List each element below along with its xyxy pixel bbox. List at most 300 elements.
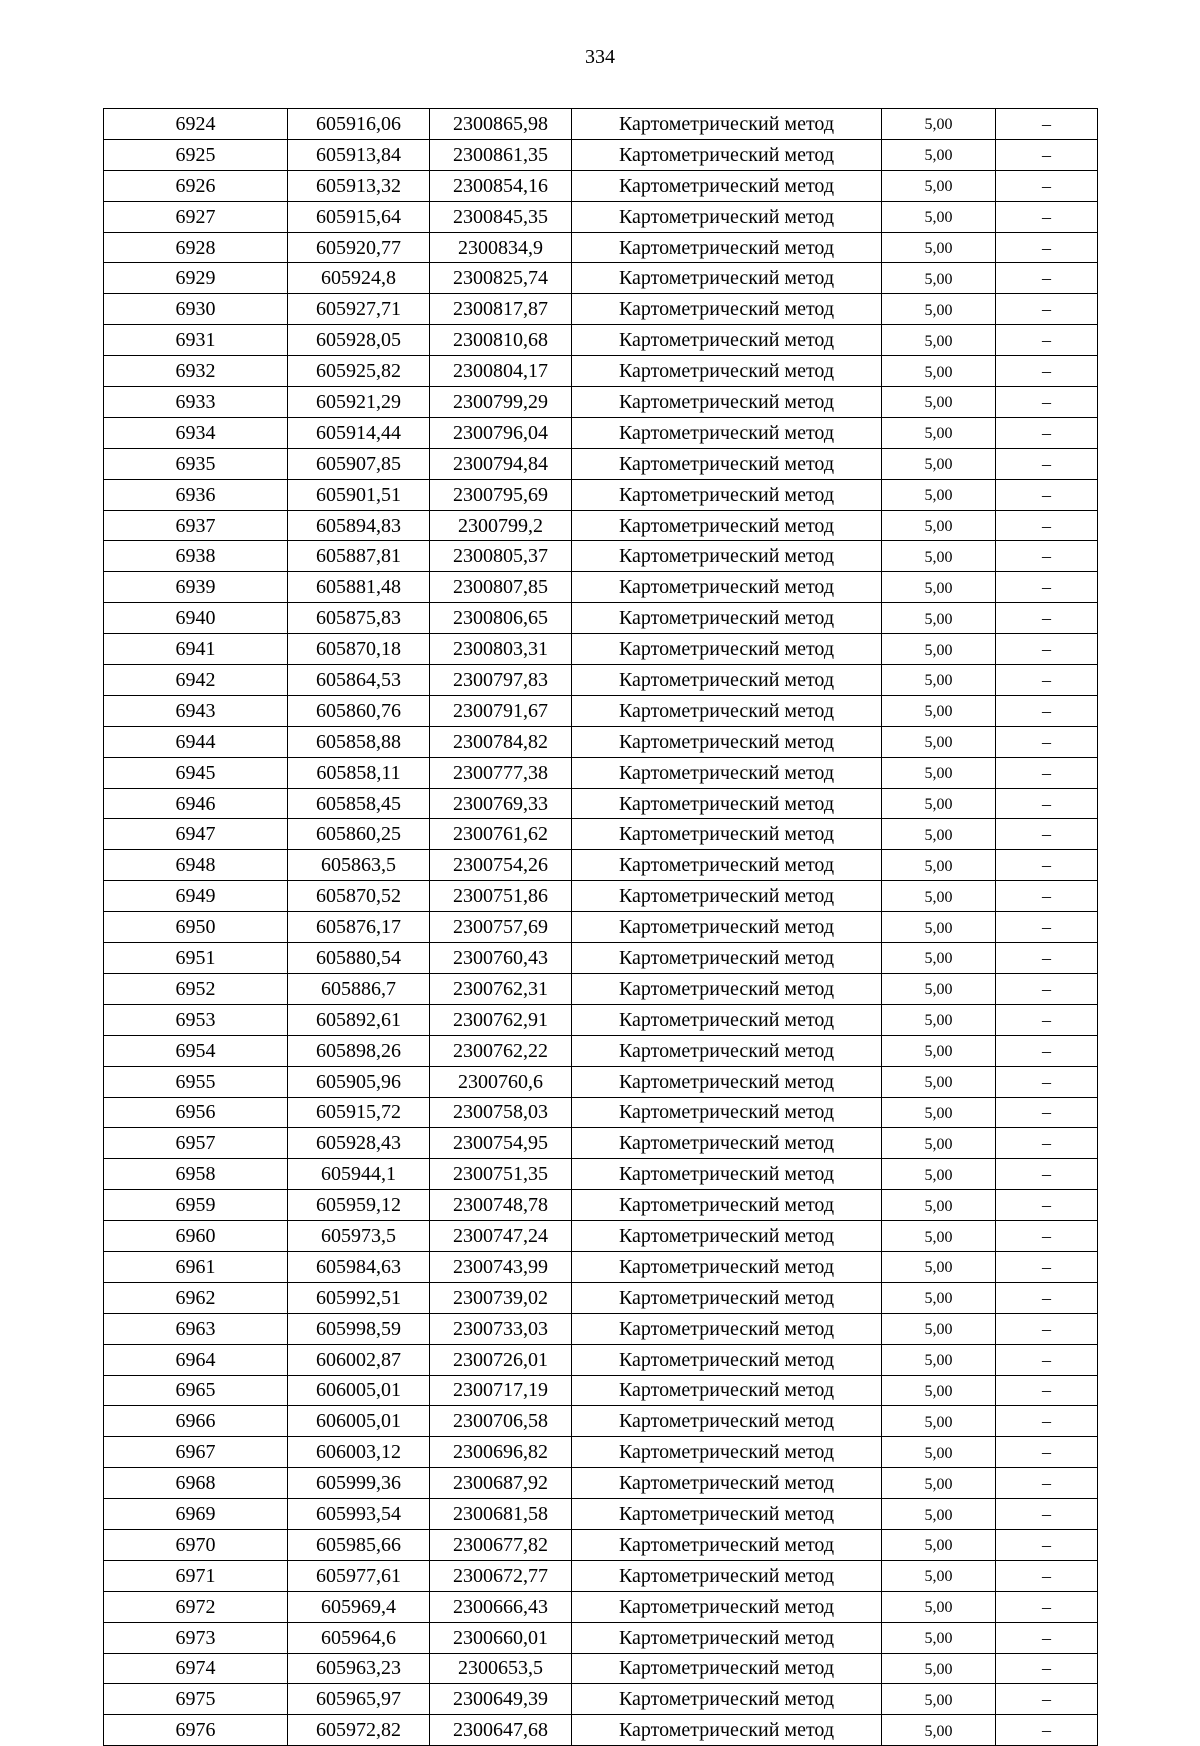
y-coordinate-cell: 2300660,01 [430, 1622, 572, 1653]
method-cell: Картометрический метод [572, 232, 882, 263]
description-cell: – [996, 788, 1098, 819]
point-number-cell: 6933 [104, 387, 288, 418]
table-row [104, 1529, 1098, 1560]
description-cell: – [996, 912, 1098, 943]
y-coordinate-cell: 2300807,85 [430, 572, 572, 603]
table-row [104, 1560, 1098, 1591]
method-cell: Картометрический метод [572, 665, 882, 696]
description-cell: – [996, 726, 1098, 757]
method-cell: Картометрический метод [572, 1344, 882, 1375]
method-cell: Картометрический метод [572, 1128, 882, 1159]
table-row [104, 603, 1098, 634]
table-row [104, 1251, 1098, 1282]
table-row [104, 356, 1098, 387]
description-cell: – [996, 1653, 1098, 1684]
coordinates-table-body [104, 109, 1098, 1746]
method-cell: Картометрический метод [572, 1653, 882, 1684]
table-row [104, 1066, 1098, 1097]
accuracy-cell: 5,00 [882, 1128, 996, 1159]
x-coordinate-cell: 605985,66 [288, 1529, 430, 1560]
accuracy-cell: 5,00 [882, 1344, 996, 1375]
point-number-cell: 6941 [104, 634, 288, 665]
point-number-cell: 6974 [104, 1653, 288, 1684]
point-number-cell: 6956 [104, 1097, 288, 1128]
y-coordinate-cell: 2300696,82 [430, 1437, 572, 1468]
y-coordinate-cell: 2300754,95 [430, 1128, 572, 1159]
description-cell: – [996, 263, 1098, 294]
accuracy-cell: 5,00 [882, 1221, 996, 1252]
method-cell: Картометрический метод [572, 1004, 882, 1035]
point-number-cell: 6926 [104, 170, 288, 201]
method-cell: Картометрический метод [572, 1499, 882, 1530]
table-row [104, 201, 1098, 232]
point-number-cell: 6948 [104, 850, 288, 881]
y-coordinate-cell: 2300799,29 [430, 387, 572, 418]
point-number-cell: 6944 [104, 726, 288, 757]
table-row [104, 1313, 1098, 1344]
point-number-cell: 6963 [104, 1313, 288, 1344]
y-coordinate-cell: 2300677,82 [430, 1529, 572, 1560]
description-cell: – [996, 1251, 1098, 1282]
method-cell: Картометрический метод [572, 973, 882, 1004]
table-row [104, 232, 1098, 263]
description-cell: – [996, 1128, 1098, 1159]
x-coordinate-cell: 605984,63 [288, 1251, 430, 1282]
y-coordinate-cell: 2300791,67 [430, 695, 572, 726]
description-cell: – [996, 1097, 1098, 1128]
table-row [104, 1282, 1098, 1313]
method-cell: Картометрический метод [572, 1375, 882, 1406]
description-cell: – [996, 139, 1098, 170]
method-cell: Картометрический метод [572, 1313, 882, 1344]
y-coordinate-cell: 2300769,33 [430, 788, 572, 819]
method-cell: Картометрический метод [572, 1221, 882, 1252]
point-number-cell: 6961 [104, 1251, 288, 1282]
y-coordinate-cell: 2300733,03 [430, 1313, 572, 1344]
y-coordinate-cell: 2300747,24 [430, 1221, 572, 1252]
x-coordinate-cell: 605913,84 [288, 139, 430, 170]
point-number-cell: 6970 [104, 1529, 288, 1560]
method-cell: Картометрический метод [572, 541, 882, 572]
table-row [104, 1035, 1098, 1066]
y-coordinate-cell: 2300739,02 [430, 1282, 572, 1313]
y-coordinate-cell: 2300806,65 [430, 603, 572, 634]
table-row [104, 881, 1098, 912]
table-row [104, 1468, 1098, 1499]
accuracy-cell: 5,00 [882, 1715, 996, 1746]
accuracy-cell: 5,00 [882, 294, 996, 325]
y-coordinate-cell: 2300799,2 [430, 510, 572, 541]
x-coordinate-cell: 606003,12 [288, 1437, 430, 1468]
table-row [104, 294, 1098, 325]
y-coordinate-cell: 2300653,5 [430, 1653, 572, 1684]
point-number-cell: 6967 [104, 1437, 288, 1468]
description-cell: – [996, 232, 1098, 263]
description-cell: – [996, 572, 1098, 603]
point-number-cell: 6958 [104, 1159, 288, 1190]
accuracy-cell: 5,00 [882, 819, 996, 850]
point-number-cell: 6947 [104, 819, 288, 850]
y-coordinate-cell: 2300647,68 [430, 1715, 572, 1746]
table-row [104, 665, 1098, 696]
y-coordinate-cell: 2300743,99 [430, 1251, 572, 1282]
description-cell: – [996, 109, 1098, 140]
description-cell: – [996, 1035, 1098, 1066]
x-coordinate-cell: 605881,48 [288, 572, 430, 603]
accuracy-cell: 5,00 [882, 1190, 996, 1221]
accuracy-cell: 5,00 [882, 757, 996, 788]
method-cell: Картометрический метод [572, 1560, 882, 1591]
method-cell: Картометрический метод [572, 695, 882, 726]
y-coordinate-cell: 2300748,78 [430, 1190, 572, 1221]
description-cell: – [996, 1066, 1098, 1097]
method-cell: Картометрический метод [572, 819, 882, 850]
table-row [104, 1375, 1098, 1406]
x-coordinate-cell: 605864,53 [288, 665, 430, 696]
table-row [104, 1684, 1098, 1715]
x-coordinate-cell: 605928,05 [288, 325, 430, 356]
table-row [104, 1004, 1098, 1035]
x-coordinate-cell: 605876,17 [288, 912, 430, 943]
point-number-cell: 6972 [104, 1591, 288, 1622]
description-cell: – [996, 417, 1098, 448]
method-cell: Картометрический метод [572, 634, 882, 665]
description-cell: – [996, 1159, 1098, 1190]
point-number-cell: 6930 [104, 294, 288, 325]
x-coordinate-cell: 605999,36 [288, 1468, 430, 1499]
point-number-cell: 6943 [104, 695, 288, 726]
accuracy-cell: 5,00 [882, 1004, 996, 1035]
point-number-cell: 6949 [104, 881, 288, 912]
table-row [104, 1591, 1098, 1622]
x-coordinate-cell: 605963,23 [288, 1653, 430, 1684]
method-cell: Картометрический метод [572, 1066, 882, 1097]
accuracy-cell: 5,00 [882, 973, 996, 1004]
description-cell: – [996, 603, 1098, 634]
method-cell: Картометрический метод [572, 1035, 882, 1066]
accuracy-cell: 5,00 [882, 1313, 996, 1344]
accuracy-cell: 5,00 [882, 850, 996, 881]
accuracy-cell: 5,00 [882, 634, 996, 665]
accuracy-cell: 5,00 [882, 448, 996, 479]
coordinates-table [103, 108, 1098, 1746]
point-number-cell: 6971 [104, 1560, 288, 1591]
method-cell: Картометрический метод [572, 387, 882, 418]
method-cell: Картометрический метод [572, 1282, 882, 1313]
description-cell: – [996, 881, 1098, 912]
table-row [104, 1499, 1098, 1530]
y-coordinate-cell: 2300784,82 [430, 726, 572, 757]
point-number-cell: 6968 [104, 1468, 288, 1499]
description-cell: – [996, 201, 1098, 232]
method-cell: Картометрический метод [572, 1406, 882, 1437]
method-cell: Картометрический метод [572, 1715, 882, 1746]
y-coordinate-cell: 2300672,77 [430, 1560, 572, 1591]
method-cell: Картометрический метод [572, 943, 882, 974]
accuracy-cell: 5,00 [882, 788, 996, 819]
point-number-cell: 6942 [104, 665, 288, 696]
point-number-cell: 6969 [104, 1499, 288, 1530]
accuracy-cell: 5,00 [882, 1560, 996, 1591]
description-cell: – [996, 757, 1098, 788]
description-cell: – [996, 170, 1098, 201]
x-coordinate-cell: 605894,83 [288, 510, 430, 541]
accuracy-cell: 5,00 [882, 139, 996, 170]
accuracy-cell: 5,00 [882, 943, 996, 974]
table-row [104, 109, 1098, 140]
point-number-cell: 6957 [104, 1128, 288, 1159]
table-row [104, 973, 1098, 1004]
description-cell: – [996, 325, 1098, 356]
table-row [104, 634, 1098, 665]
x-coordinate-cell: 605972,82 [288, 1715, 430, 1746]
method-cell: Картометрический метод [572, 510, 882, 541]
accuracy-cell: 5,00 [882, 109, 996, 140]
y-coordinate-cell: 2300810,68 [430, 325, 572, 356]
accuracy-cell: 5,00 [882, 325, 996, 356]
table-row [104, 417, 1098, 448]
accuracy-cell: 5,00 [882, 1653, 996, 1684]
x-coordinate-cell: 605914,44 [288, 417, 430, 448]
point-number-cell: 6945 [104, 757, 288, 788]
description-cell: – [996, 1344, 1098, 1375]
method-cell: Картометрический метод [572, 572, 882, 603]
description-cell: – [996, 1282, 1098, 1313]
table-row [104, 479, 1098, 510]
accuracy-cell: 5,00 [882, 1097, 996, 1128]
point-number-cell: 6955 [104, 1066, 288, 1097]
accuracy-cell: 5,00 [882, 1035, 996, 1066]
accuracy-cell: 5,00 [882, 1282, 996, 1313]
y-coordinate-cell: 2300760,43 [430, 943, 572, 974]
y-coordinate-cell: 2300751,35 [430, 1159, 572, 1190]
y-coordinate-cell: 2300762,22 [430, 1035, 572, 1066]
accuracy-cell: 5,00 [882, 356, 996, 387]
accuracy-cell: 5,00 [882, 1622, 996, 1653]
accuracy-cell: 5,00 [882, 665, 996, 696]
y-coordinate-cell: 2300706,58 [430, 1406, 572, 1437]
accuracy-cell: 5,00 [882, 1468, 996, 1499]
y-coordinate-cell: 2300804,17 [430, 356, 572, 387]
x-coordinate-cell: 605913,32 [288, 170, 430, 201]
method-cell: Картометрический метод [572, 912, 882, 943]
accuracy-cell: 5,00 [882, 1529, 996, 1560]
point-number-cell: 6946 [104, 788, 288, 819]
accuracy-cell: 5,00 [882, 1406, 996, 1437]
point-number-cell: 6953 [104, 1004, 288, 1035]
method-cell: Картометрический метод [572, 881, 882, 912]
point-number-cell: 6952 [104, 973, 288, 1004]
description-cell: – [996, 1529, 1098, 1560]
description-cell: – [996, 1190, 1098, 1221]
description-cell: – [996, 1468, 1098, 1499]
x-coordinate-cell: 605887,81 [288, 541, 430, 572]
accuracy-cell: 5,00 [882, 510, 996, 541]
method-cell: Картометрический метод [572, 1251, 882, 1282]
y-coordinate-cell: 2300726,01 [430, 1344, 572, 1375]
table-row [104, 139, 1098, 170]
method-cell: Картометрический метод [572, 1622, 882, 1653]
description-cell: – [996, 510, 1098, 541]
accuracy-cell: 5,00 [882, 1684, 996, 1715]
x-coordinate-cell: 605992,51 [288, 1282, 430, 1313]
method-cell: Картометрический метод [572, 294, 882, 325]
method-cell: Картометрический метод [572, 726, 882, 757]
table-row [104, 1159, 1098, 1190]
x-coordinate-cell: 606002,87 [288, 1344, 430, 1375]
point-number-cell: 6950 [104, 912, 288, 943]
description-cell: – [996, 1560, 1098, 1591]
table-row [104, 1097, 1098, 1128]
y-coordinate-cell: 2300761,62 [430, 819, 572, 850]
accuracy-cell: 5,00 [882, 1159, 996, 1190]
description-cell: – [996, 1406, 1098, 1437]
y-coordinate-cell: 2300794,84 [430, 448, 572, 479]
x-coordinate-cell: 605921,29 [288, 387, 430, 418]
x-coordinate-cell: 605901,51 [288, 479, 430, 510]
accuracy-cell: 5,00 [882, 387, 996, 418]
method-cell: Картометрический метод [572, 1684, 882, 1715]
description-cell: – [996, 294, 1098, 325]
description-cell: – [996, 1375, 1098, 1406]
table-row [104, 1653, 1098, 1684]
x-coordinate-cell: 605973,5 [288, 1221, 430, 1252]
point-number-cell: 6964 [104, 1344, 288, 1375]
table-row [104, 695, 1098, 726]
method-cell: Картометрический метод [572, 1097, 882, 1128]
accuracy-cell: 5,00 [882, 541, 996, 572]
method-cell: Картометрический метод [572, 201, 882, 232]
y-coordinate-cell: 2300649,39 [430, 1684, 572, 1715]
method-cell: Картометрический метод [572, 325, 882, 356]
x-coordinate-cell: 605892,61 [288, 1004, 430, 1035]
y-coordinate-cell: 2300854,16 [430, 170, 572, 201]
x-coordinate-cell: 606005,01 [288, 1406, 430, 1437]
point-number-cell: 6954 [104, 1035, 288, 1066]
x-coordinate-cell: 605977,61 [288, 1560, 430, 1591]
point-number-cell: 6928 [104, 232, 288, 263]
description-cell: – [996, 973, 1098, 1004]
method-cell: Картометрический метод [572, 417, 882, 448]
table-row [104, 387, 1098, 418]
x-coordinate-cell: 605886,7 [288, 973, 430, 1004]
y-coordinate-cell: 2300795,69 [430, 479, 572, 510]
x-coordinate-cell: 605860,76 [288, 695, 430, 726]
x-coordinate-cell: 605915,64 [288, 201, 430, 232]
y-coordinate-cell: 2300666,43 [430, 1591, 572, 1622]
accuracy-cell: 5,00 [882, 1251, 996, 1282]
accuracy-cell: 5,00 [882, 695, 996, 726]
method-cell: Картометрический метод [572, 1437, 882, 1468]
y-coordinate-cell: 2300825,74 [430, 263, 572, 294]
table-row [104, 850, 1098, 881]
x-coordinate-cell: 605898,26 [288, 1035, 430, 1066]
table-row [104, 757, 1098, 788]
table-row [104, 1190, 1098, 1221]
y-coordinate-cell: 2300687,92 [430, 1468, 572, 1499]
accuracy-cell: 5,00 [882, 881, 996, 912]
page-number: 334 [585, 46, 615, 68]
table-row [104, 325, 1098, 356]
table-row [104, 572, 1098, 603]
description-cell: – [996, 943, 1098, 974]
point-number-cell: 6959 [104, 1190, 288, 1221]
y-coordinate-cell: 2300777,38 [430, 757, 572, 788]
x-coordinate-cell: 605875,83 [288, 603, 430, 634]
table-row [104, 1715, 1098, 1746]
x-coordinate-cell: 605905,96 [288, 1066, 430, 1097]
point-number-cell: 6929 [104, 263, 288, 294]
table-row [104, 912, 1098, 943]
point-number-cell: 6975 [104, 1684, 288, 1715]
table-row [104, 1128, 1098, 1159]
x-coordinate-cell: 605858,11 [288, 757, 430, 788]
description-cell: – [996, 448, 1098, 479]
point-number-cell: 6966 [104, 1406, 288, 1437]
description-cell: – [996, 356, 1098, 387]
point-number-cell: 6960 [104, 1221, 288, 1252]
method-cell: Картометрический метод [572, 788, 882, 819]
accuracy-cell: 5,00 [882, 603, 996, 634]
y-coordinate-cell: 2300754,26 [430, 850, 572, 881]
method-cell: Картометрический метод [572, 1591, 882, 1622]
accuracy-cell: 5,00 [882, 170, 996, 201]
point-number-cell: 6936 [104, 479, 288, 510]
point-number-cell: 6924 [104, 109, 288, 140]
x-coordinate-cell: 605870,18 [288, 634, 430, 665]
point-number-cell: 6931 [104, 325, 288, 356]
description-cell: – [996, 387, 1098, 418]
table-row [104, 510, 1098, 541]
accuracy-cell: 5,00 [882, 1591, 996, 1622]
method-cell: Картометрический метод [572, 1529, 882, 1560]
y-coordinate-cell: 2300797,83 [430, 665, 572, 696]
x-coordinate-cell: 605924,8 [288, 263, 430, 294]
description-cell: – [996, 819, 1098, 850]
x-coordinate-cell: 605907,85 [288, 448, 430, 479]
y-coordinate-cell: 2300762,91 [430, 1004, 572, 1035]
point-number-cell: 6976 [104, 1715, 288, 1746]
method-cell: Картометрический метод [572, 170, 882, 201]
y-coordinate-cell: 2300865,98 [430, 109, 572, 140]
table-row [104, 1221, 1098, 1252]
description-cell: – [996, 479, 1098, 510]
table-row [104, 170, 1098, 201]
x-coordinate-cell: 605959,12 [288, 1190, 430, 1221]
x-coordinate-cell: 605870,52 [288, 881, 430, 912]
table-row [104, 263, 1098, 294]
method-cell: Картометрический метод [572, 448, 882, 479]
x-coordinate-cell: 605993,54 [288, 1499, 430, 1530]
x-coordinate-cell: 605915,72 [288, 1097, 430, 1128]
x-coordinate-cell: 605965,97 [288, 1684, 430, 1715]
x-coordinate-cell: 605927,71 [288, 294, 430, 325]
accuracy-cell: 5,00 [882, 726, 996, 757]
y-coordinate-cell: 2300758,03 [430, 1097, 572, 1128]
y-coordinate-cell: 2300834,9 [430, 232, 572, 263]
accuracy-cell: 5,00 [882, 1499, 996, 1530]
y-coordinate-cell: 2300760,6 [430, 1066, 572, 1097]
accuracy-cell: 5,00 [882, 1375, 996, 1406]
description-cell: – [996, 1221, 1098, 1252]
method-cell: Картометрический метод [572, 263, 882, 294]
description-cell: – [996, 1684, 1098, 1715]
y-coordinate-cell: 2300796,04 [430, 417, 572, 448]
x-coordinate-cell: 605860,25 [288, 819, 430, 850]
description-cell: – [996, 1715, 1098, 1746]
y-coordinate-cell: 2300681,58 [430, 1499, 572, 1530]
table-row [104, 1437, 1098, 1468]
